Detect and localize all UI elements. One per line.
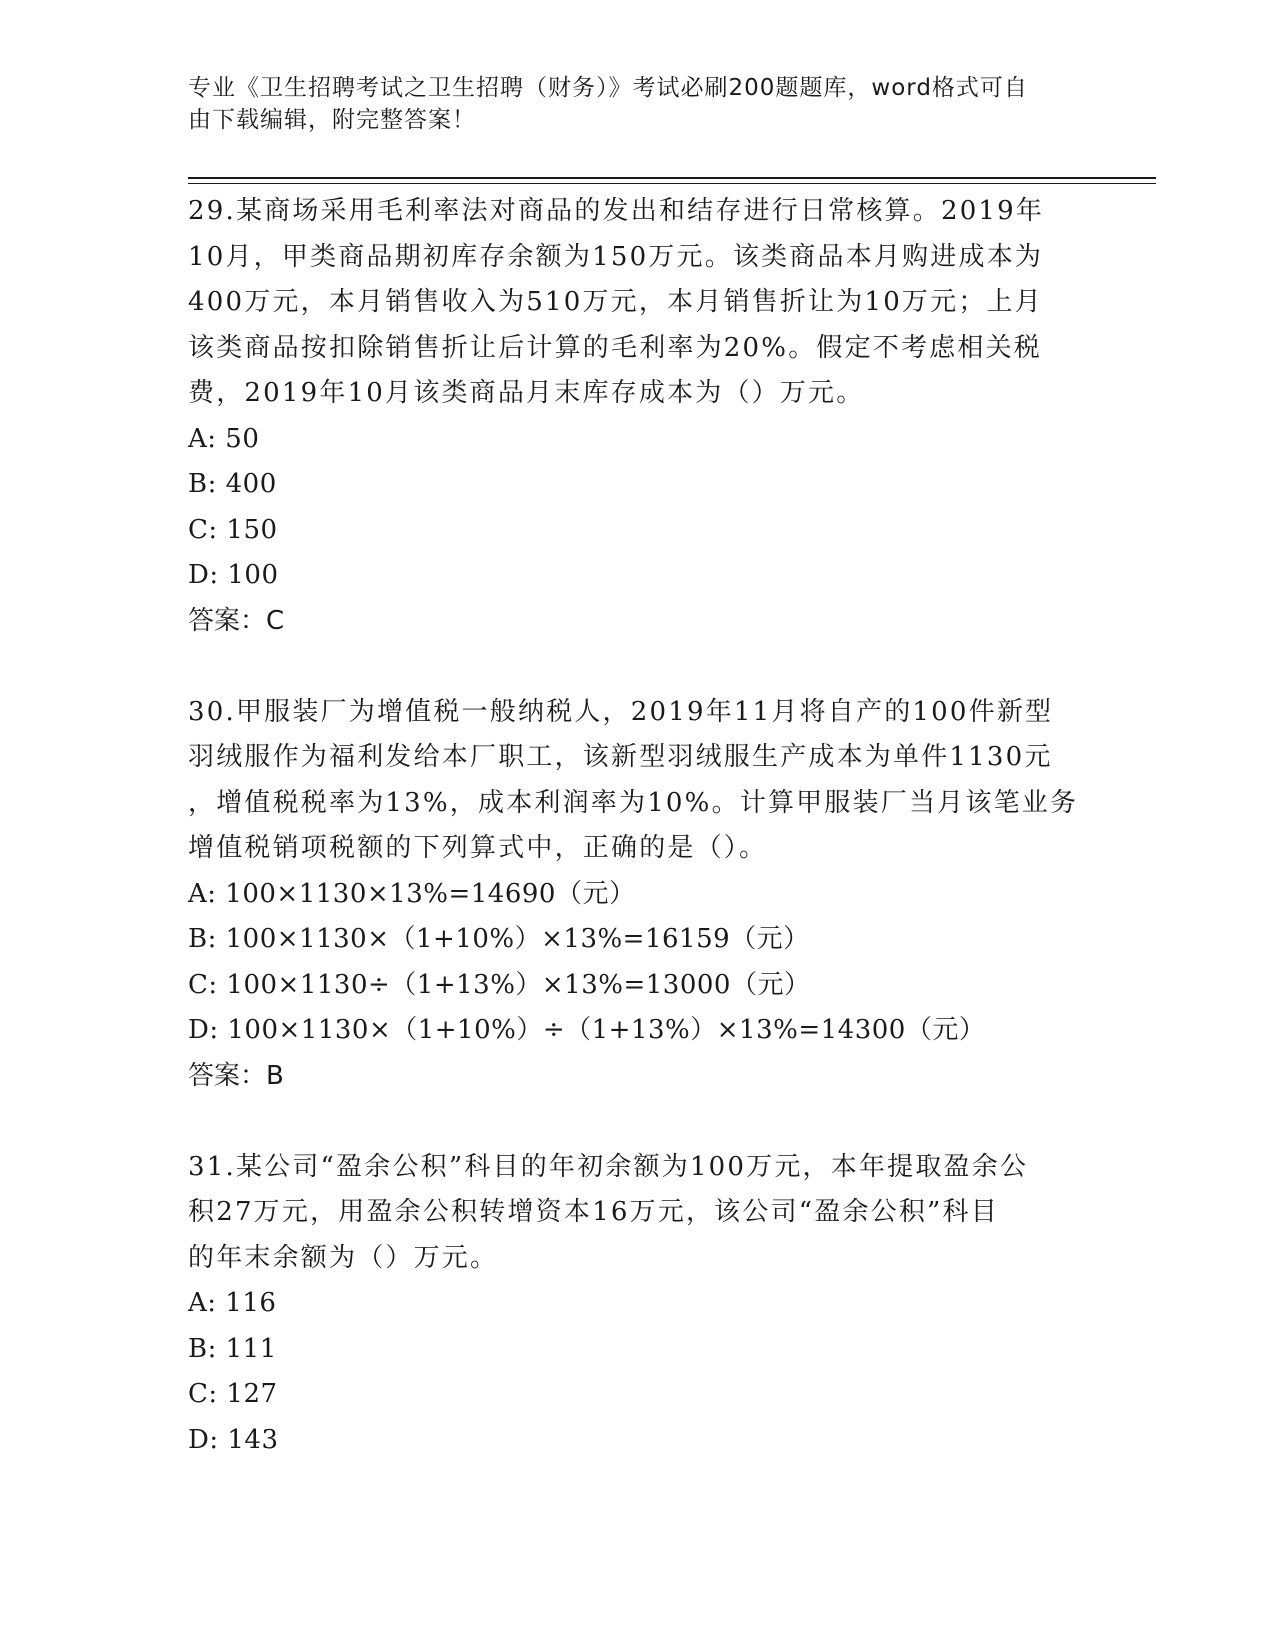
option-a: A: 116 (188, 1288, 277, 1318)
option-a: A: 50 (188, 423, 260, 454)
option-d: D: 100 (188, 560, 279, 590)
question-29 (188, 189, 1088, 644)
answer-30: 答案：B (188, 1060, 284, 1091)
question-line: 羽绒服作为福利发给本厂职工，该新型羽绒服生产成本为单件1130元 (188, 742, 1053, 772)
question-30 (188, 690, 1088, 1100)
question-line: 31.某公司“盈余公积”科目的年初余额为100万元，本年提取盈余公 (188, 1151, 1029, 1182)
header-line-1: 专业《卫生招聘考试之卫生招聘（财务）》考试必刷200题题库，word格式可自 (188, 75, 1028, 101)
option-c: C: 100×1130÷（1+13%）×13%=13000（元） (188, 969, 811, 1000)
option-b: B: 400 (188, 469, 277, 499)
question-31-text (188, 1145, 1088, 1282)
question-29-text (188, 189, 1088, 417)
question-line: 费，2019年10月该类商品月末库存成本为（）万元。 (188, 378, 865, 408)
option-d: D: 100×1130×（1+10%）÷（1+13%）×13%=14300（元） (188, 1015, 986, 1045)
header-divider-thick (188, 177, 1156, 179)
option-b: B: 111 (188, 1333, 277, 1364)
question-line: 的年末余额为（）万元。 (188, 1242, 499, 1273)
question-line: ，增值税税率为13%，成本利润率为10%。计算甲服装厂当月该笔业务 (188, 787, 1079, 818)
option-c: C: 127 (188, 1379, 278, 1409)
question-list (188, 189, 1088, 1463)
header-divider-thin (188, 183, 1156, 184)
option-b: B: 100×1130×（1+10%）×13%=16159（元） (188, 924, 810, 954)
document-header (188, 72, 1078, 136)
option-d: D: 143 (188, 1424, 279, 1455)
question-line: 积27万元，用盈余公积转增资本16万元，该公司“盈余公积”科目 (188, 1197, 999, 1227)
question-line: 该类商品按扣除销售折让后计算的毛利率为20%。假定不考虑相关税 (188, 332, 1042, 363)
answer-29: 答案：C (188, 605, 285, 636)
question-line: 增值税销项税额的下列算式中，正确的是（）。 (188, 833, 768, 863)
question-line: 400万元，本月销售收入为510万元，本月销售折让为10万元；上月 (188, 287, 1043, 317)
option-a: A: 100×1130×13%=14690（元） (188, 878, 636, 909)
question-line: 10月，甲类商品期初库存余额为150万元。该类商品本月购进成本为 (188, 241, 1044, 272)
header-line-2: 由下载编辑，附完整答案！ (188, 107, 476, 133)
spacer (188, 644, 1088, 690)
option-c: C: 150 (188, 514, 278, 545)
question-line: 30.甲服装厂为增值税一般纳税人，2019年11月将自产的100件新型 (188, 696, 1054, 727)
question-30-text (188, 690, 1088, 872)
spacer (188, 1099, 1088, 1145)
question-31 (188, 1145, 1088, 1464)
question-line: 29.某商场采用毛利率法对商品的发出和结存进行日常核算。2019年 (188, 196, 1045, 226)
